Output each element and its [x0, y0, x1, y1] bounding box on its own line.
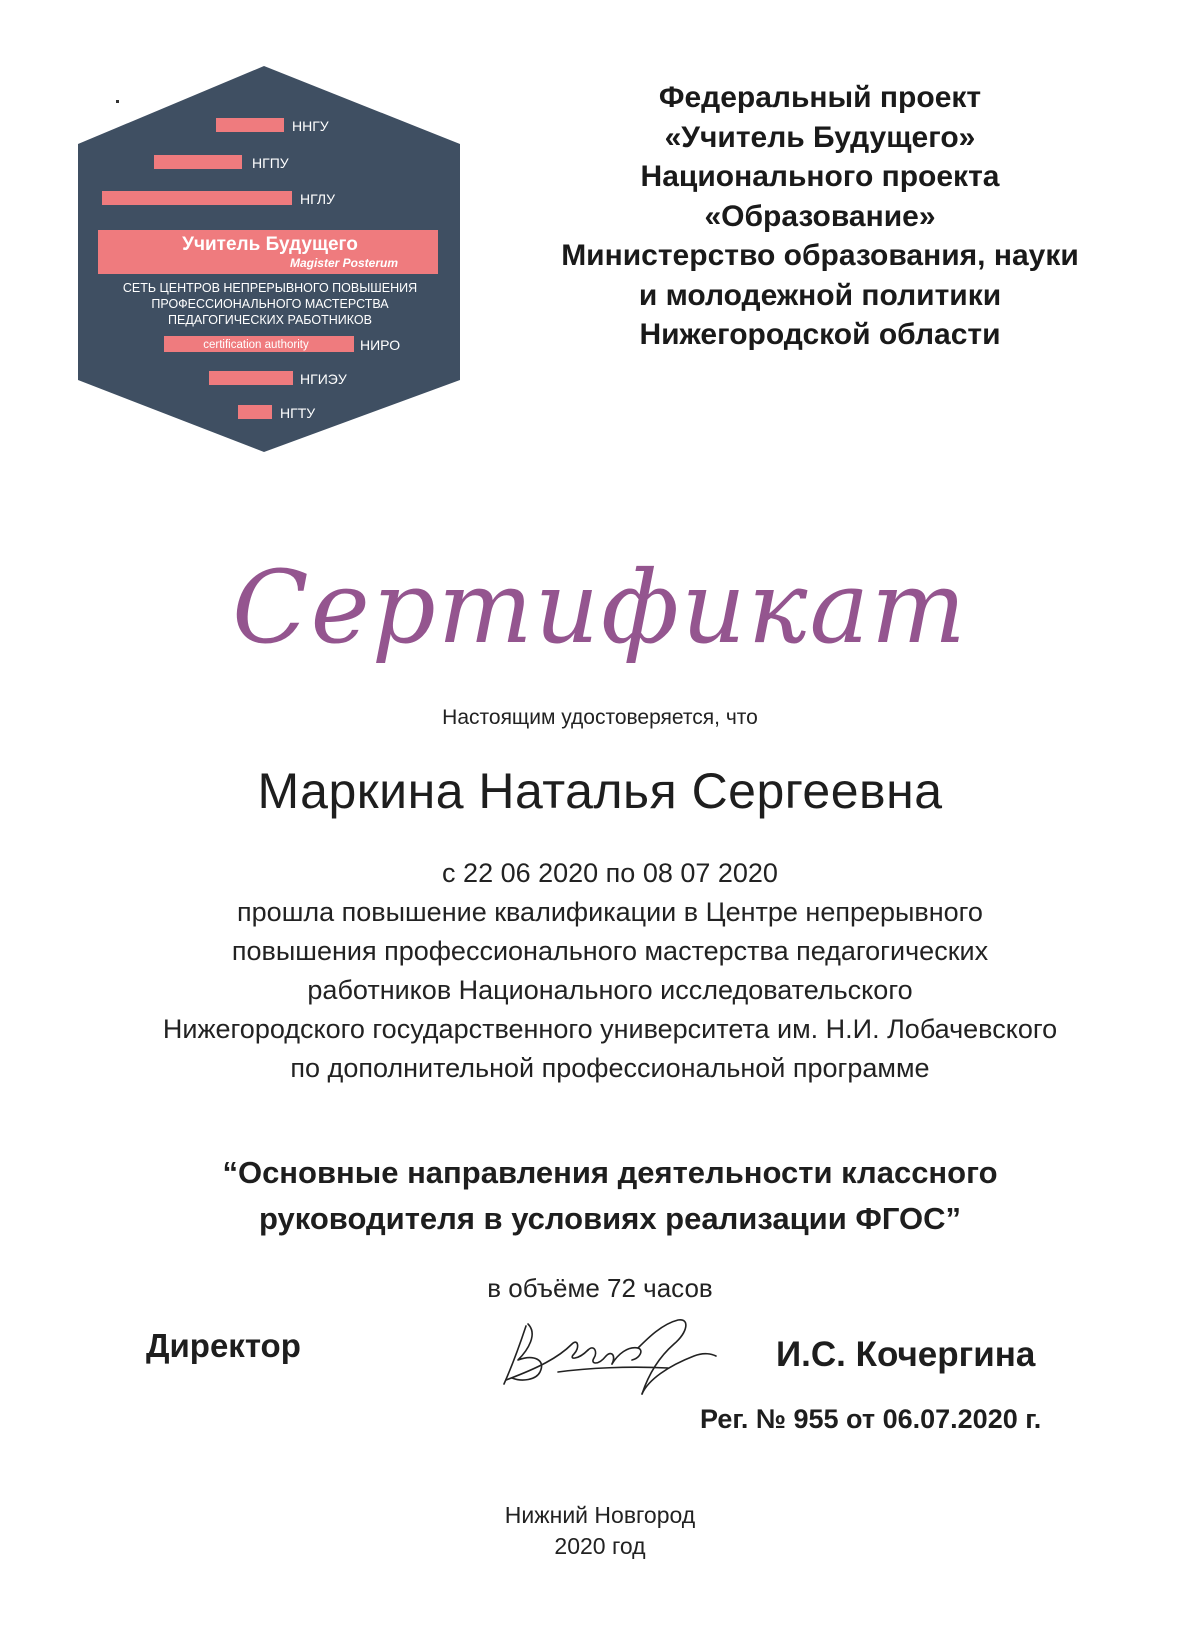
header-line: Национального проекта	[640, 160, 1000, 193]
logo-network-line-1: СЕТЬ ЦЕНТРОВ НЕПРЕРЫВНОГО ПОВЫШЕНИЯ	[122, 281, 418, 295]
header-line: Федеральный проект	[658, 81, 982, 114]
body-line: с 22 06 2020 по 08 07 2020	[442, 858, 778, 888]
person-name: Маркина Наталья Сергеевна	[257, 763, 943, 819]
director-role: Директор	[146, 1327, 301, 1364]
scan-speck	[116, 100, 119, 103]
body-line: по дополнительной профессиональной программе	[290, 1053, 930, 1083]
header-line: «Образование»	[704, 199, 936, 233]
body-line: повышения профессионального мастерства педагогических	[231, 936, 989, 966]
logo-label-ngieu: НГИЭУ	[300, 371, 347, 387]
logo-label-nglu: НГЛУ	[300, 191, 335, 207]
certificate-body	[60, 854, 1160, 1088]
director-name: И.С. Кочергина	[776, 1335, 1036, 1374]
logo-bar-nngu	[216, 118, 284, 132]
body-line: прошла повышение квалификации в Центре непрерывного	[237, 897, 983, 927]
header-block	[530, 78, 1110, 355]
footer-block	[0, 1500, 1200, 1562]
footer-year: 2020 год	[554, 1533, 646, 1559]
logo-label-niro: НИРО	[360, 337, 401, 353]
body-line: работников Национального исследовательского	[307, 975, 913, 1005]
logo-bar-ngieu	[209, 371, 293, 385]
header-line: и молодежной политики	[638, 278, 1002, 312]
volume-text: в объёме 72 часов	[487, 1273, 713, 1303]
program-title	[60, 1150, 1160, 1242]
registration-number: Рег. № 955 от 06.07.2020 г.	[700, 1404, 1042, 1434]
header-line: Нижегородской области	[639, 318, 1001, 351]
logo-uchitel-budushchego	[78, 66, 484, 478]
footer-city: Нижний Новгород	[504, 1502, 696, 1528]
header-line: Министерство образования, науки	[561, 239, 1079, 272]
program-line: “Основные направления деятельности классного	[222, 1155, 998, 1190]
program-line: руководителя в условиях реализации ФГОС”	[258, 1201, 961, 1236]
logo-banner-title: Учитель Будущего	[182, 234, 358, 255]
logo-label-ngpu: НГПУ	[252, 155, 289, 171]
logo-label-ngtu: НГТУ	[280, 405, 316, 421]
logo-network-line-2: ПРОФЕССИОНАЛЬНОГО МАСТЕРСТВА	[151, 297, 389, 311]
certifies-text: Настоящим удостоверяется, что	[442, 706, 758, 729]
header-line: «Учитель Будущего»	[664, 120, 976, 154]
logo-banner-subtitle: Magister Posterum	[289, 256, 398, 270]
logo-bar-nglu	[102, 191, 292, 205]
logo-cert-authority: certification authority	[203, 339, 309, 351]
logo-label-nngu: ННГУ	[292, 118, 329, 134]
certificate-title: Сертификат	[232, 549, 968, 666]
body-line: Нижегородского государственного университета им. Н.И. Лобачевского	[162, 1014, 1058, 1044]
logo-network-line-3: ПЕДАГОГИЧЕСКИХ РАБОТНИКОВ	[168, 313, 372, 327]
handwritten-signature	[498, 1310, 720, 1400]
logo-bar-ngtu	[238, 405, 272, 419]
logo-bar-ngpu	[154, 155, 242, 169]
